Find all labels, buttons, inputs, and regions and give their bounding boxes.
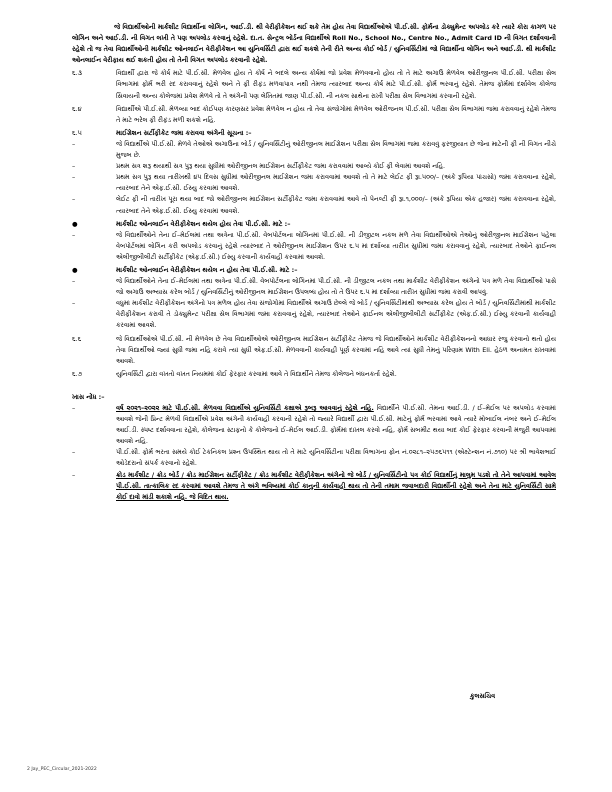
dash-marker: –	[72, 139, 76, 148]
clause-number: ૬.૬	[72, 334, 82, 343]
dash-marker: –	[72, 195, 76, 204]
section-heading: માઈગ્રેશન સર્ટીફીકેટ જમા કરાવવા અંગેની સૂચના :–	[116, 128, 252, 137]
list-item-text: વધુમાં માર્કશીટ વેરીફીકેશન અંગેનો પત્ર મળેલ હોય તેવા સંજોગોમાં વિદ્યાર્થીએ અગાઉ છેલ્લે જે બોર્ડ / યુનિવર્સિટીમાંથી અભ્યાસ કરેલ હોય તે બોર્ડ / યુનિવર્સિટીમાંથી માર્કશીટ વેરીફીકેશન કરાવી તે ડોક્યુમેન્ટ પરીક્ષા સેલ વિભાગમાં જમા કરાવવાનું રહેશે, ત્યારબાદ તેઓને ફાઈનલ એલીજીબીલીટી સર્ટીફીકેટ (એફ.ઈ.સી.) ઈસ્યુ કરવાની કાર્યવાહી કરવામાં આવશે.	[116, 299, 556, 330]
dash-marker: –	[72, 230, 76, 239]
list-item	[72, 139, 556, 161]
list-item	[72, 194, 556, 216]
clause-number: ૬.૩	[72, 69, 82, 78]
clause-text: વિદ્યાર્થી દ્વારા જે કોર્ષ માટે પી.ઈ.સી. મેળવેલ હોય તે કોર્ષ ને બદલે અન્ય કોર્ષમાં જો પ્રવેશ મેળવવાનો હોય તો તે માટે અગાઉ મેળવેલ ઓરીજીનલ પી.ઈ.સી. પરીક્ષા સેલ વિભાગમાં ફોર્મ ભરી રદ કરાવવાનું રહેશે અને તે ફી રીફંડ મળવાપાત્ર નથી તેમજ ત્યારબાદ અન્ય કોર્ષ માટે પી.ઈ.સી. ફોર્મ ભરવાનું રહેશે. તેમજ ફોર્મમાં દર્શાવેલ કોલેજ સિવાયની અન્ય કોલેજમાં પ્રવેશ મેળવે તો તે અંગેની પણ લેખિતમાં જાણ પી.ઈ.સી. ની નકલ સાથેના રાખી પરીક્ષા સેલ વિભાગમાં કરવાની રહેશે.	[116, 69, 556, 100]
online-verification-heading	[72, 219, 556, 230]
clause-text: જે વિદ્યાર્થીઓએ પી.ઈ.સી. ની મેળવેલ છે તેવા વિદ્યાર્થીઓએ ઓરીજીનલ માઈગ્રેશન સર્ટીફીકેટ તેમજ જે વિદ્યાર્થીઓને માર્કશીટ વેરીફીકેશનનો આધાર રજુ કરવાનો થતો હોય તેવા વિદ્યાર્થીઓ જ્યાં સુધી જમા નહિ કરાવે ત્યાં સુધી એફ.ઈ.સી. મેળવવાની કાર્યવાહી પૂર્ણ કરવામાં નહિ આવે ત્યાં સુધી તેમનું પરિણામ With Eli. હેઠળ અનામત રાખવામાં આવશે.	[116, 334, 556, 365]
list-item	[72, 276, 556, 298]
list-item-text: પ્રથમ સત્ર શરૂ થયાથી સત્ર પુરૂ થયા સુધીમાં ઓરીજીનલ માઈગ્રેશન સર્ટીફીકેટ જમા કરાવવામાં આવ્યે કોઈ ફી લેવામાં આવશે નહિ.	[116, 162, 446, 171]
note-item	[72, 447, 556, 469]
dash-marker: –	[72, 299, 76, 308]
clause-6-7	[72, 369, 556, 380]
note-text: પી.ઈ.સી. ફોર્મ ભરતા સમયે કોઈ ટેકનિકલ પ્રશ્ન ઉપસ્થિત થાય તો તે માટે યુનિવર્સિટીના પરીક્ષા વિભાગના ફોન નં.૦૨૮૧–૨૫૭૬૫૧૧ (એક્ષ્ટેન્શન નં.૭૧૦) પર શ્રી ભાવેશભાઈ ઓડેદરાનો સંપર્ક કરવાનો રહેશે.	[116, 448, 556, 468]
note-text: વિદ્યાર્થીને પી.ઈ.સી. તેમના આઈ.ડી. / ઈ–મેઈલ પર અપલોડ કરવામાં આવશે જેની પ્રિન્ટ મેળવી વિદ્યાર્થીએ પ્રવેશ અંગેની કાર્યવાહી કરવાની રહેશે તો જ્યારે વિદ્યાર્થી દ્વારા પી.ઈ.સી. માટેનું ફોર્મ ભરવામાં આવે ત્યારે મોબાઈલ નંબર અને ઈ–મેઈલ આઈ.ડી. સ્પષ્ટ દર્શાવવાના રહેશે, કોલેજના સ્ટાફનો કે કોલેજનો ઈ–મેઈલ આઈ.ડી. ફોર્મમાં દાખલ કરવો નહિ, ફોર્મ સબમીટ થયા બાદ કોઈ ફેરફાર કરવાની મંજુરી આપવામાં આવશે નહિ.	[116, 404, 556, 446]
clause-6-4	[72, 104, 556, 126]
dash-marker: –	[72, 404, 76, 412]
registrar-signature: કુલસચિવ	[470, 692, 496, 700]
list-item-text: જે વિદ્યાર્થીઓને તેના ઈ–મેઈલમાં તથા અત્રેના પી.ઈ.સી. વેબપોર્ટલના લોગિનમાં પી.ઈ.સી. ની ડીજીટલ નકલ મળે તેવા વિદ્યાર્થીઓએ તેઓનું ઓરીજીનલ માઈગ્રેશન પહેલા વેબપોર્ટલમાં લોગિન કરી અપલોડ કરવાનું રહેશે ત્યારબાદ તે ઓરીજીનલ માઈગ્રેશન ઉપર ૬.૫ માં દર્શાવ્યા તારીખ સુધીમાં જમા કરાવવાનું રહેશે, ત્યારબાદ તેઓને ફાઈનલ એલીજીબીલીટી સર્ટીફીકેટ (એફ.ઈ.સી.) ઈસ્યુ કરવાની કાર્યવાહી કરવામાં આવશે.	[116, 230, 556, 261]
clause-text: યુનિવર્સિટી દ્વારા વખતો વખત નિયમમાં કોઈ ફેરફાર કરવામાં આવે તે વિદ્યાર્થીને તેમજ કોલેજને બંધનકર્તા રહેશે.	[116, 369, 397, 378]
list-item-text: જે વિદ્યાર્થીએ પી.ઈ.સી. મેળવે તેઓએ અગાઉના બોર્ડ / યુનિવર્સિટીનું ઓરીજીનલ માઈગ્રેશન પરીક્ષા સેલ વિભાગમાં જમા કરાવવું ફરજીયાત છે જેના માટેની ફી ની વિગત નીચે મુજબ છે.	[116, 139, 556, 160]
dash-marker: –	[72, 173, 76, 182]
bullet-icon: ●	[72, 219, 78, 228]
list-item-text: જે વિદ્યાર્થીઓને તેના ઈ–મેઈલમાં તથા અત્રેના પી.ઈ.સી. વેબપોર્ટલના લોગિનમાં પી.ઈ.સી. ની ડીજીટલ નકલ તથા માર્કશીટ વેરીફીકેશન અંગેનો પત્ર મળે તેવા વિદ્યાર્થીઓ પાસે જો અગાઉ અભ્યાસ કરેલ બોર્ડ / યુનિવર્સિટીનું ઓરીજીનલ માઈગ્રેશન ઉપલબ્ધ હોય તો તે ઉપર ૬.૫ માં દર્શાવ્યા તારીખ સુધીમાં જમા કરાવી આપવું.	[116, 277, 556, 297]
list-item	[72, 298, 556, 331]
page-footer: 2 Jay_PEC_Circular_2021-2022	[27, 767, 97, 772]
section-heading: માર્કશીટ ઓનલાઈન વેરીફીકેશન થયેલ હોય તેવા પી.ઈ.સી. માટે :–	[116, 219, 291, 228]
clause-number: ૬.૫	[72, 128, 82, 137]
dash-marker: –	[72, 277, 76, 286]
dash-marker: –	[72, 470, 76, 479]
note-highlight: વર્ષ ૨૦૨૧–૨૦૨૨ માટે પી.ઈ.સી. મેળવવા વિદ્યાર્થીએ યુનિવર્સિટી કક્ષાએ રૂબરૂ આવવાનું રહેશે નહિ.	[116, 404, 374, 412]
intro-paragraph: જે વિદ્યાર્થીઓની માર્કશીટ વિદ્યાર્થીના લોગિન, આઈ.ડી. થી વેરીફીકેશન થઈ શકે તેમ હોય તેવા વિદ્યાર્થીઓએ પી.ઈ.સી. ફોર્મના ડોક્યુમેન્ટ અપલોડ કરે ત્યારે કોરા કાગળ પર લોગિન અને આઈ.ડી. ની વિગત લખી તે પણ અપલોડ કરવાનું રહેશે. દા.ત. સેન્ટ્રલ બોર્ડના વિદ્યાર્થીએ Roll No., School No., Centre No., Admit Card ID ની વિગત દર્શાવવાની રહેશે તો જ તેવા વિદ્યાર્થીઓની માર્કશીટ ઓનલાઈન વેરીફીકેશન આ યુનિવર્સિટી દ્વારા થઈ શકશે તેની રીતે અન્ય કોઈ બોર્ડ / યુનિવર્સિટીમાં જો વિદ્યાર્થીના લોગિન અને આઈ.ડી. થી માર્કશીટ ઓનલાઈન વેરીફાય થઈ શકતી હોય તો તેની વિગત અપલોડ કરવાની રહેશે.	[72, 23, 556, 65]
list-item	[72, 172, 556, 194]
dash-marker: –	[72, 448, 76, 457]
list-item	[72, 161, 556, 172]
clause-6-3	[72, 68, 556, 101]
bullet-icon: ●	[72, 265, 78, 274]
dash-marker: –	[72, 162, 76, 171]
note-item	[72, 403, 556, 447]
section-heading: માર્કશીટ ઓનલાઈન વેરીફીકેશન થયેલ ન હોય તેવા પી.ઈ.સી. માટે :–	[116, 265, 298, 274]
special-notes-heading: ખાસ નોંધ :–	[72, 392, 105, 401]
circular-body	[72, 22, 556, 503]
list-item	[72, 230, 556, 263]
clause-number: ૬.૭	[72, 369, 83, 378]
list-item-text: પ્રથમ સત્ર પુરૂ થયા તારીખથી ૪૫ દિવસ સુધીમાં ઓરીજીનલ માઈગ્રેશન જમા કરાવવામાં આવશે તો તે માટે લેઈટ ફી રૂા.૫૦૦/– (અંકે રૂપિયા પાંચસો) જમા કરાવવાના રહેશે, ત્યારબાદ તેને એફ.ઈ.સી. ઈસ્યુ કરવામાં આવશે.	[116, 173, 556, 193]
clause-text: વિદ્યાર્થીએ પી.ઈ.સી. મેળવ્યા બાદ કોઈપણ કારણસર પ્રવેશ મેળવેલ ન હોય તો તેવા સંજોગોમાં મેળવેલ ઓરીજનલ પી.ઈ.સી. પરીક્ષા સેલ વિભાગમાં જમા કરાવવાનું રહેશે તેમજ તે માટે ભરેલ ફી રીફંડ મળી શકશે નહિ.	[116, 104, 556, 124]
clause-6-5-heading	[72, 128, 556, 139]
clause-number: ૬.૪	[72, 104, 82, 113]
note-item	[72, 470, 556, 503]
not-online-verification-heading	[72, 265, 556, 276]
clause-6-6	[72, 334, 556, 367]
list-item-text: લેઈટ ફી ની તારીખ પૂરા થયા બાદ જો ઓરીજીનલ માઈગ્રેશન સર્ટીફીકેટ જમા કરાવવામાં આવે તો પેનલ્ટી ફી રૂા.૧,૦૦૦/– (અંકે રૂપિયા એક હજાર) જમા કરાવવાના રહેશે, ત્યારબાદ તેને એફ.ઈ.સી. ઈસ્યુ કરવામાં આવશે.	[116, 195, 556, 215]
note-text: ક્રોડ માર્કશીટ / ક્રોડ બોર્ડ / ક્રોડ માઈગ્રેશન સર્ટીફીકેટ / ક્રોડ માર્કશીટ વેરીફીકેશન અંગેનો જે બોર્ડ / યુનિવર્સિટીનો પત્ર કોઈ વિદ્યાર્થીનું માલુમ પડશે તો તેને આપવામાં આવેલ પી.ઈ.સી. તાત્કાલિક રદ કરવામાં આવશે તેમજ તે અંગે ભવિષ્યમાં કોઈ કાનુની કાર્યવાહી થાય તો તેની તમામ જવાબદારી વિદ્યાર્થીની રહેશે અને તેના માટે યુનિવર્સિટી સામે કોઈ દાવો માંડી શકાશે નહિ. જે વિદિત થાય.	[116, 470, 556, 501]
